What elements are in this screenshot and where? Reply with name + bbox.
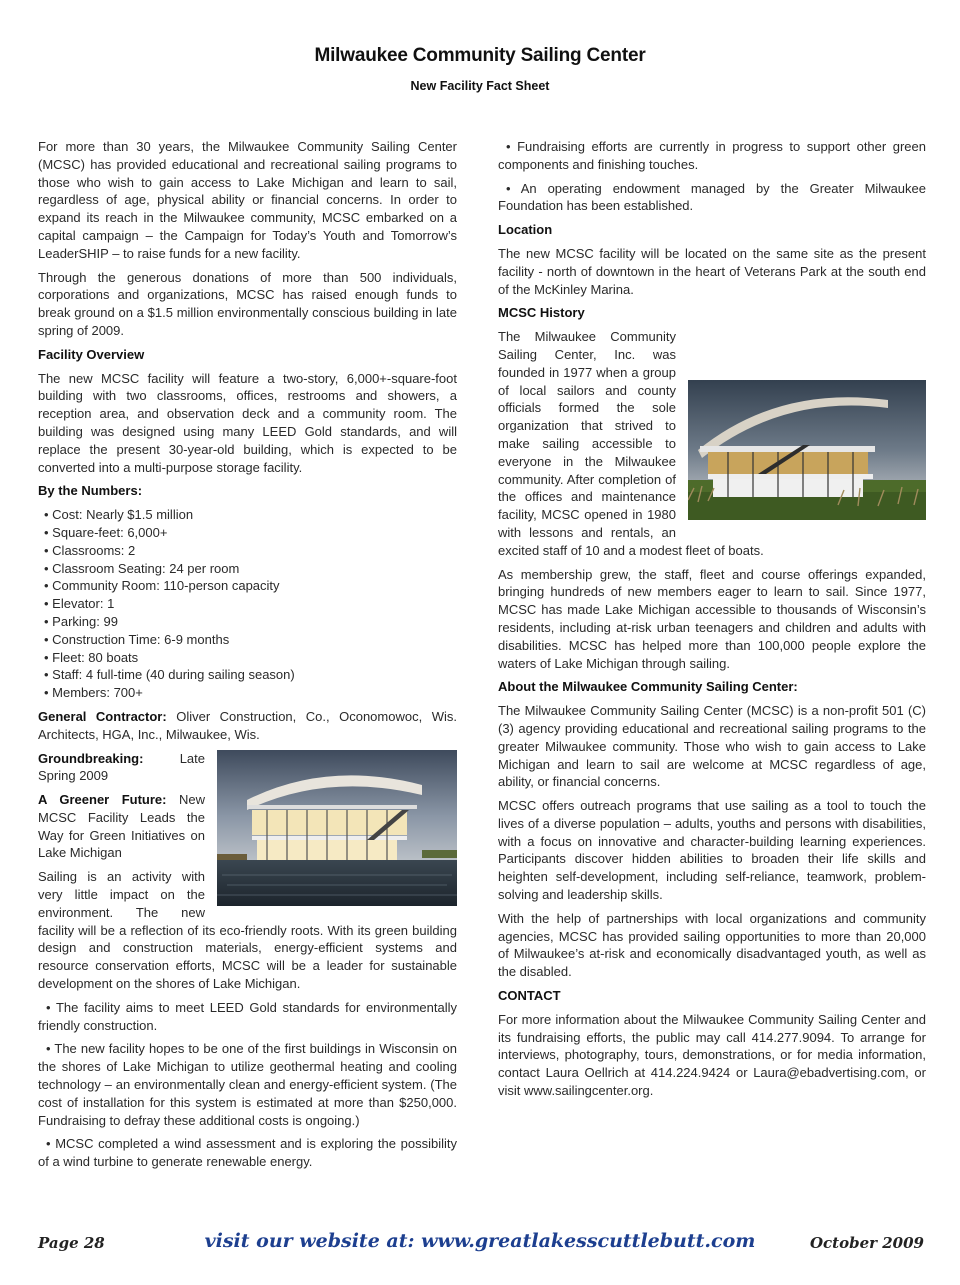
list-item: • An operating endowment managed by the Greater Milwaukee Foundation has been established. [498,180,926,214]
about-paragraph-1: The Milwaukee Community Sailing Center (MCSC) is a non-profit 501 (C)(3) agency providing educational and recreational sailing programs to the greater Milwaukee community. Those who wish to gain access to Lake Michigan and learn to sail are welcome at MCSC regardless of age, ability, or financial concerns. [498,703,926,790]
page-number: Page 28 [38,1234,105,1252]
page-footer [0,1230,960,1256]
by-the-numbers-heading: By the Numbers: [38,483,143,499]
groundbreaking-label: Groundbreaking: [38,750,144,766]
greener-future-label: A Greener Future: [38,792,167,808]
issue-date: October 2009 [809,1234,924,1252]
page-subtitle: New Facility Fact Sheet [410,79,550,93]
list-item: • Square-feet: 6,000+ [44,524,457,542]
about-paragraph-3: With the help of partnerships with local organizations and community agencies, MCSC has provided sailing opportunities to more than 20,000 of Milwaukee’s at-risk and economically disadvantaged youth, as well as the disabled. [498,910,926,980]
list-item: • Fleet: 80 boats [44,649,457,667]
website-link[interactable]: visit our website at: www.greatlakesscuttlebutt.com [204,1230,756,1252]
groundbreaking-text: Late Spring 2009 [38,750,205,784]
list-item: • Construction Time: 6-9 months [44,631,457,649]
about-paragraph-2: MCSC offers outreach programs that use sailing as a tool to touch the lives of a diverse population – adults, youths and persons with disabilities, with a focus on innovative and character-building learning experiences. Participants discover hidden abilities to broaden their life skills and heighten self-development, including self-reliance, teamwork, problem-solving and leadership skills. [498,798,926,903]
facility-rendering-day [688,380,926,520]
list-item: • The new facility hopes to be one of the first buildings in Wisconsin on the shores of Lake Michigan to utilize geothermal heating and cooling technology – an environmentally clean and energy-efficient system. (The cost of installation for this system is estimated at more than $250,000. Fundraising to defray these additional costs is ongoing.) [38,1041,457,1128]
contact-heading: CONTACT [498,988,561,1004]
numbers-list [38,506,457,702]
list-item: • MCSC completed a wind assessment and is exploring the possibility of a wind turbine to generate renewable energy. [38,1136,457,1170]
location-heading: Location [498,222,553,238]
building-night-image [217,750,457,906]
facility-rendering-night [217,750,457,906]
list-item: • Elevator: 1 [44,595,457,613]
list-item: • Cost: Nearly $1.5 million [44,506,457,524]
left-column [38,138,457,1177]
location-text: The new MCSC facility will be located on the same site as the present facility - north of downtown in the heart of Veterans Park at the south end of the McKinley Marina. [498,245,926,297]
page-title: Milwaukee Community Sailing Center [314,45,646,66]
list-item: • Classroom Seating: 24 per room [44,560,457,578]
about-heading: About the Milwaukee Community Sailing Center: [498,679,798,695]
sailing-paragraph: Sailing is an activity with very little impact on the environment. The new facility will be a reflection of its eco-friendly roots. With its green building design and construction materials, energy-efficient systems and resource conservation efforts, MCSC will be a leader for sustainable development on the shores of Lake Michigan. [38,869,457,992]
facility-overview-heading: Facility Overview [38,346,145,362]
list-item: • Fundraising efforts are currently in progress to support other green components and finishing touches. [498,139,926,172]
list-item: • Staff: 4 full-time (40 during sailing season) [44,666,457,684]
right-column [498,138,926,1106]
contact-text: For more information about the Milwaukee Community Sailing Center and its fundraising efforts, the public may call 414.277.9094. To arrange for interviews, photography, tours, demonstrations, or for media information, contact Laura Oellrich at 414.224.9424 or Laura@ebadvertising.com, or visit www.sailingcenter.org. [498,1011,926,1099]
list-item: • Community Room: 110-person capacity [44,577,457,595]
contractor-text: Oliver Construction, Co., Oconomowoc, Wis. Architects, HGA, Inc., Milwaukee, Wis. [38,708,457,742]
building-day-image [688,380,926,520]
list-item: • Parking: 99 [44,613,457,631]
intro-paragraph: For more than 30 years, the Milwaukee Community Sailing Center (MCSC) has provided educational and recreational sailing programs to those who wish to gain access to Lake Michigan and learn to sail, regardless of age, physical ability or financial concerns. In order to expand its reach in the Milwaukee community, MCSC embarked on a capital campaign – the Campaign for Today’s Youth and Tomorrow’s LeaderSHIP – to raise funds for a new facility. [38,139,457,261]
greener-future-text: New MCSC Facility Leads the Way for Green Initiatives on Lake Michigan [38,792,205,861]
contractor-label: General Contractor: [38,708,167,724]
history-text-continued: As membership grew, the staff, fleet and course offerings expanded, bringing hundreds of new members eager to learn to sail. Since 1977, MCSC has made Lake Michigan accessible to thousands of Wisconsin’s residents, including at-risk urban teenagers and children and adults with disabilities. MCSC has helped more than 100,000 people explore the waters of Lake Michigan through sailing. [498,566,926,671]
list-item: • Classrooms: 2 [44,542,457,560]
contractor-paragraph [38,708,457,744]
facility-overview-text: The new MCSC facility will feature a two-story, 6,000+-square-foot building with two classrooms, offices, restrooms and showers, a reception area, and observation deck and a community room. The building was designed using many LEED Gold standards, and will replace the present 30-year-old building, which is expected to be converted into a multi-purpose storage facility. [38,370,457,475]
history-heading: MCSC History [498,305,585,321]
list-item: • The facility aims to meet LEED Gold standards for environmentally friendly construction. [38,999,457,1033]
donations-paragraph: Through the generous donations of more than 500 individuals, corporations and organizations, MCSC has raised enough funds to break ground on a $1.5 million environmentally conscious building in late spring of 2009. [38,269,457,338]
history-text: The Milwaukee Community Sailing Center, Inc. was founded in 1977 when a group of local sailors and county officials formed the sole organization that strived to make sailing accessible to everyone in the Milwaukee community. After completion of the offices and maintenance facility, MCSC opened in 1980 with lessons and rentals, an excited staff of 10 and a modest fleet of boats. [498,329,764,558]
list-item: • Members: 700+ [44,684,457,702]
